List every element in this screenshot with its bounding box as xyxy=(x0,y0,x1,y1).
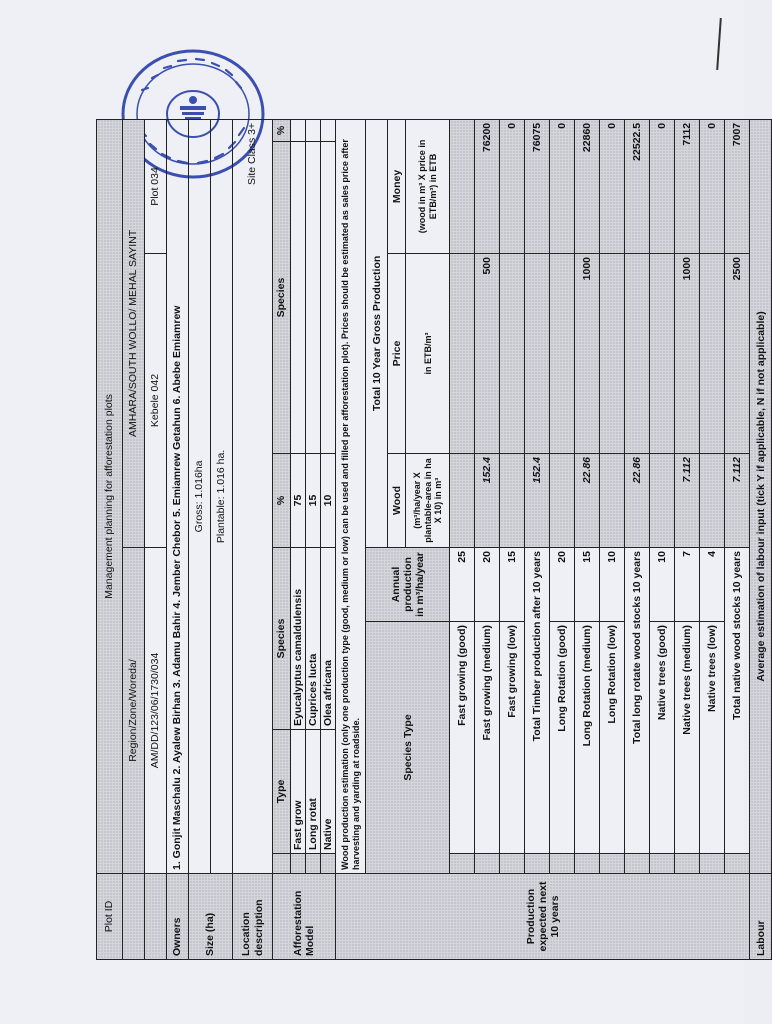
model-label: Afforestation Model xyxy=(273,874,336,960)
species-type-header: Species Type xyxy=(366,622,450,874)
kebele-value: Kebele 042 xyxy=(145,254,167,548)
size-label: Size (ha) xyxy=(189,874,233,960)
table-row: Fast growing (low) 15 0 xyxy=(500,119,525,959)
location-label: Location description xyxy=(233,874,273,960)
owners-label: Owners xyxy=(167,874,189,960)
total-production-header: Total 10 Year Gross Production xyxy=(366,119,388,547)
management-form-table xyxy=(96,119,772,960)
rotated-form xyxy=(96,120,767,960)
wood-subheader: (m³/ha/year X plantable-area in ha X 10) in m³ xyxy=(406,454,450,548)
labour-note: Average estimation of labour input (tick Y if applicable, N if not applicable) xyxy=(750,119,772,873)
model-species-header: Species xyxy=(273,548,291,730)
model-species2-header: Species xyxy=(273,142,291,454)
labour-label: Labour xyxy=(750,874,772,960)
table-row: Fast growing (good) 25 xyxy=(450,119,475,959)
production-note: Wood production estimation (only one production type (good, medium or low) can be used and filled per afforestation plot). Prices should be estimated as sales price after harvesting and yarding at roadside. xyxy=(336,119,366,873)
model-pct-header: % xyxy=(273,454,291,548)
model-row: Long rotat Cuprices lucta 15 xyxy=(306,119,321,959)
table-row: Long Rotation (low) 10 0 xyxy=(600,119,625,959)
table-row: Native trees (good) 10 0 xyxy=(650,119,675,959)
table-row: Native trees (low) 4 0 xyxy=(700,119,725,959)
price-subheader: in ETB/m³ xyxy=(406,254,450,454)
money-header: Money xyxy=(388,119,406,253)
region-label: Region/Zone/Woreda/ xyxy=(123,548,145,874)
plot-id-cell-2 xyxy=(145,874,167,960)
plot-number: Plot 034 xyxy=(145,119,167,253)
production-label: Production expected next 10 years xyxy=(336,874,750,960)
table-row: Total long rotate wood stocks 10 years 22.86 22522.5 xyxy=(625,119,650,959)
model-pct2-header: % xyxy=(273,119,291,141)
model-type-header: Type xyxy=(273,730,291,854)
form-title: Management planning for afforestation plots xyxy=(97,119,123,873)
table-row: Native trees (medium) 7 7.112 1000 7112 xyxy=(675,119,700,959)
plot-code: AM/DD/123/06/1730/034 xyxy=(145,548,167,874)
table-row: Long Rotation (medium) 15 22.86 1000 22860 xyxy=(575,119,600,959)
plot-id-label: Plot ID xyxy=(97,874,123,960)
price-header: Price xyxy=(388,254,406,454)
table-row: Total Timber production after 10 years 152.4 76075 xyxy=(525,119,550,959)
table-row: Long Rotation (good) 20 0 xyxy=(550,119,575,959)
annual-header: Annual production in m³/ha/year xyxy=(366,548,450,622)
money-subheader: (wood in m³ X price in ETB/m³) in ETB xyxy=(406,119,450,253)
model-row: Native Olea africana 10 xyxy=(321,119,336,959)
wood-header: Wood xyxy=(388,454,406,548)
model-row: Fast grow Eyucalyptus camaldulensis 75 xyxy=(291,119,306,959)
plot-id-cell xyxy=(123,874,145,960)
table-row: Total native wood stocks 10 years 7.112 2500 7007 xyxy=(725,119,750,959)
table-row: Fast growing (medium) 20 152.4 500 76200 xyxy=(475,119,500,959)
size-gross: Gross: 1.016ha xyxy=(189,119,211,873)
site-class: Site Class 3+ xyxy=(233,119,273,873)
region-value: AMHARA/SOUTH WOLLO/ MEHAL SAYINT xyxy=(123,119,145,547)
size-plantable: Plantable: 1.016 ha. xyxy=(211,119,233,873)
owners-list: 1. Gonjit Maschalu 2. Ayalew Birhan 3. Adamu Bahir 4. Jember Chebor 5. Emiamrew Getahun 6. Abebe Emiamrew xyxy=(167,119,189,873)
